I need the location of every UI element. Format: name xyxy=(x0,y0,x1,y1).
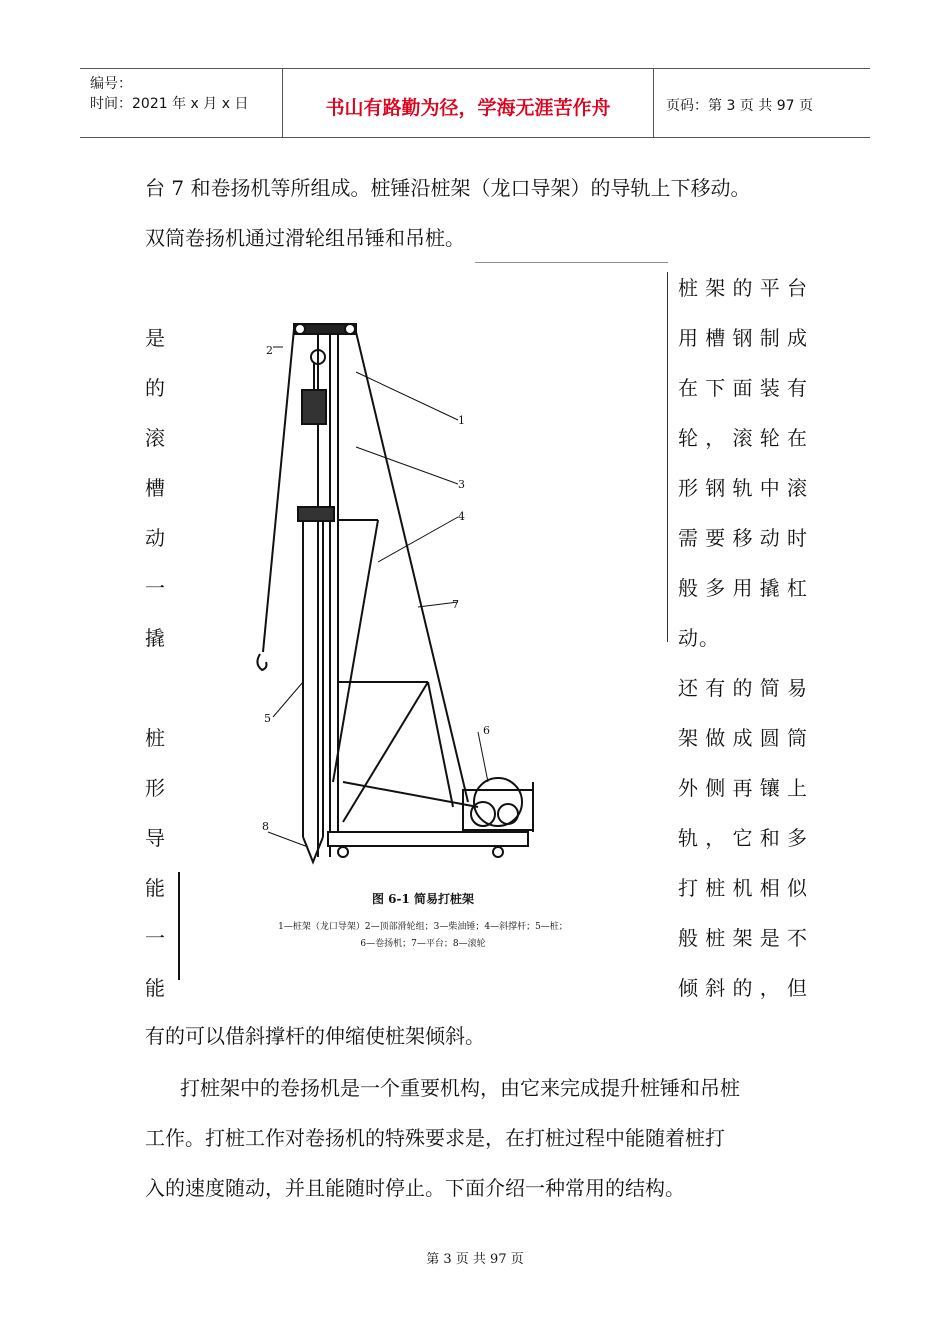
right-line: 轨，它和多 xyxy=(678,826,808,850)
left-char: 的 xyxy=(145,376,165,400)
right-line: 用槽钢制成 xyxy=(678,326,808,350)
number-label: 编号： xyxy=(90,76,132,92)
right-line: 外侧再镶上 xyxy=(678,776,808,800)
right-line: 架做成圆筒 xyxy=(678,726,808,750)
right-line: 形钢轨中滚 xyxy=(678,476,808,500)
figure-label: 2 xyxy=(266,344,273,357)
paragraph-line: 打桩架中的卷扬机是一个重要机构，由它来完成提升桩锤和吊桩 xyxy=(180,1076,740,1100)
pile-frame-drawing xyxy=(178,262,668,980)
left-char: 动 xyxy=(145,526,165,550)
right-line: 还有的简易 xyxy=(678,676,808,700)
left-char: 槽 xyxy=(145,476,165,500)
left-char: 导 xyxy=(145,826,165,850)
right-line: 轮，滚轮在 xyxy=(678,426,808,450)
left-char: 形 xyxy=(145,776,165,800)
paragraph-line: 双筒卷扬机通过滑轮组吊锤和吊桩。 xyxy=(145,226,465,250)
right-line: 需要移动时 xyxy=(678,526,808,550)
figure-legend: 6—卷扬机；7—平台；8—滚轮 xyxy=(360,939,486,949)
right-line: 桩架的平台 xyxy=(678,276,808,300)
right-line: 打桩机相似 xyxy=(678,876,808,900)
right-line: 在下面装有 xyxy=(678,376,808,400)
figure-label: 3 xyxy=(458,478,465,491)
motto: 书山有路勤为径，学海无涯苦作舟 xyxy=(325,97,611,119)
header-table xyxy=(80,68,870,138)
date-label: 时间：2021 年 x 月 x 日 xyxy=(90,96,249,112)
paragraph-line: 入的速度随动，并且能随时停止。下面介绍一种常用的结构。 xyxy=(145,1176,685,1200)
figure-label: 8 xyxy=(262,820,269,833)
right-line: 般桩架是不 xyxy=(678,926,808,950)
paragraph-line: 工作。打桩工作对卷扬机的特殊要求是，在打桩过程中能随着桩打 xyxy=(145,1126,725,1150)
figure-label: 5 xyxy=(264,712,271,725)
figure-label: 1 xyxy=(458,414,465,427)
right-line: 倾斜的，但 xyxy=(678,976,808,1000)
left-char: 能 xyxy=(145,976,165,1000)
left-char: 是 xyxy=(145,326,165,350)
figure-label: 7 xyxy=(452,598,459,611)
right-line: 般多用撬杠 xyxy=(678,576,808,600)
pile-frame-figure xyxy=(178,262,668,980)
left-char: 滚 xyxy=(145,426,165,450)
page-footer: 第 3 页 共 97 页 xyxy=(426,1252,524,1267)
left-char: 一 xyxy=(145,576,165,600)
header-cell-page xyxy=(654,69,870,137)
figure-legend: 1—桩架（龙口导架）2—顶部滑轮组；3—柴油锤；4—斜撑杆；5—桩； xyxy=(278,922,568,932)
page-label: 页码：第 3 页 共 97 页 xyxy=(666,98,813,114)
header-cell-meta xyxy=(80,69,283,137)
left-char: 桩 xyxy=(145,726,165,750)
figure-label: 4 xyxy=(458,510,465,523)
figure-label: 6 xyxy=(483,724,490,737)
header-cell-motto xyxy=(283,69,654,137)
right-line: 动。 xyxy=(678,626,720,650)
figure-caption: 图 6-1 简易打桩架 xyxy=(371,892,475,906)
paragraph-line: 有的可以借斜撑杆的伸缩使桩架倾斜。 xyxy=(145,1024,485,1048)
left-char: 能 xyxy=(145,876,165,900)
left-char: 撬 xyxy=(145,626,165,650)
paragraph-line: 台 7 和卷扬机等所组成。桩锤沿桩架（龙口导架）的导轨上下移动。 xyxy=(145,176,751,200)
left-char: 一 xyxy=(145,926,165,950)
